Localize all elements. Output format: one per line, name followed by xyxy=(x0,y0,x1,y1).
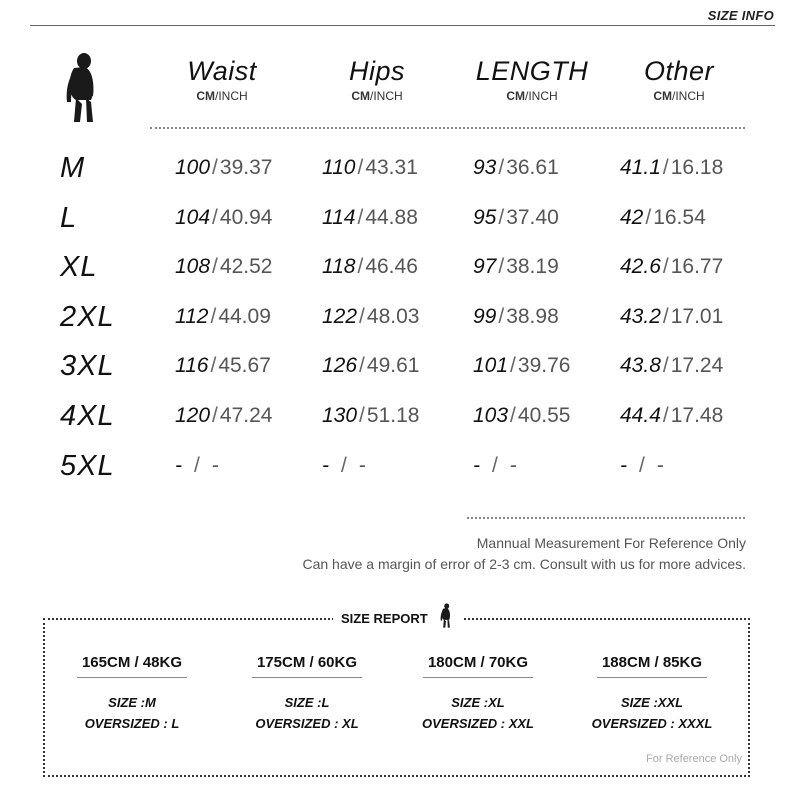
table-row xyxy=(0,202,800,242)
table-row xyxy=(0,152,800,192)
hips-cell: 126/49.61 xyxy=(322,354,420,377)
waist-cell: 104/40.94 xyxy=(175,206,273,229)
table-row xyxy=(0,400,800,440)
other-cell: 41.1/16.18 xyxy=(620,156,724,179)
table-row xyxy=(0,251,800,291)
entry-underline xyxy=(77,677,187,678)
report-entry xyxy=(47,654,217,734)
table-row xyxy=(0,350,800,390)
column-header-hips xyxy=(302,56,452,103)
column-title: Other xyxy=(643,56,715,86)
recommended-size: SIZE :M xyxy=(108,695,156,710)
hips-cell: 122/48.03 xyxy=(322,305,420,328)
other-cell: 44.4/17.48 xyxy=(620,404,724,427)
size-label: 3XL xyxy=(60,350,115,382)
column-unit: CM/INCH xyxy=(506,89,558,103)
entry-underline xyxy=(252,677,362,678)
length-cell: 99/38.98 xyxy=(473,305,559,328)
other-cell: - / - xyxy=(620,454,664,477)
column-title: Hips xyxy=(348,56,405,86)
hips-cell: 114/44.88 xyxy=(322,206,418,229)
hips-cell: - / - xyxy=(322,454,366,477)
other-cell: 42.6/16.77 xyxy=(620,255,724,278)
hips-cell: 130/51.18 xyxy=(322,404,420,427)
other-cell: 43.2/17.01 xyxy=(620,305,724,328)
report-entry xyxy=(393,654,563,734)
column-unit: CM/INCH xyxy=(653,89,705,103)
size-label: L xyxy=(60,202,78,234)
column-header-other xyxy=(604,56,754,103)
ape-figure-icon xyxy=(437,603,455,629)
entry-underline xyxy=(423,677,533,678)
hips-cell: 110/43.31 xyxy=(322,156,418,179)
length-cell: 95/37.40 xyxy=(473,206,559,229)
column-title: LENGTH xyxy=(475,56,589,86)
recommended-size: SIZE :XXL xyxy=(620,695,684,710)
waist-cell: 116/45.67 xyxy=(175,354,271,377)
hips-cell: 118/46.46 xyxy=(322,255,418,278)
size-label: 4XL xyxy=(60,400,115,432)
waist-cell: 120/47.24 xyxy=(175,404,273,427)
recommended-size: SIZE :XL xyxy=(451,695,505,710)
oversized-size: OVERSIZED : XL xyxy=(255,716,359,731)
report-entry xyxy=(222,654,392,734)
margin-note: Can have a margin of error of 2-3 cm. Consult with us for more advices. xyxy=(302,556,746,572)
column-unit: CM/INCH xyxy=(351,89,403,103)
size-report-label: SIZE REPORT xyxy=(341,611,428,626)
oversized-size: OVERSIZED : XXXL xyxy=(591,716,713,731)
column-title: Waist xyxy=(187,56,257,86)
height-weight: 180CM / 70KG xyxy=(427,654,529,671)
size-label: M xyxy=(60,152,86,184)
length-cell: 93/36.61 xyxy=(473,156,559,179)
size-label: 5XL xyxy=(60,450,115,482)
size-label: 2XL xyxy=(60,301,115,333)
reference-footnote: For Reference Only xyxy=(646,753,742,765)
length-cell: - / - xyxy=(473,454,517,477)
column-unit: CM/INCH xyxy=(196,89,248,103)
waist-cell: - / - xyxy=(175,454,219,477)
ape-figure-icon xyxy=(60,52,104,126)
oversized-size: OVERSIZED : L xyxy=(84,716,180,731)
top-rule xyxy=(30,25,775,26)
column-header-waist xyxy=(147,56,297,103)
column-header-length xyxy=(457,56,607,103)
waist-cell: 112/44.09 xyxy=(175,305,271,328)
header-divider xyxy=(150,127,745,129)
size-report-title xyxy=(333,603,463,633)
waist-cell: 108/42.52 xyxy=(175,255,273,278)
oversized-size: OVERSIZED : XXL xyxy=(422,716,534,731)
table-row xyxy=(0,450,800,490)
waist-cell: 100/39.37 xyxy=(175,156,273,179)
length-cell: 103/40.55 xyxy=(473,404,571,427)
length-cell: 101/39.76 xyxy=(473,354,571,377)
size-info-label: SIZE INFO xyxy=(707,8,774,23)
entry-underline xyxy=(597,677,707,678)
height-weight: 188CM / 85KG xyxy=(601,654,703,671)
other-cell: 42/16.54 xyxy=(620,206,706,229)
notes-divider xyxy=(467,517,745,519)
size-label: XL xyxy=(60,251,98,283)
height-weight: 175CM / 60KG xyxy=(256,654,358,671)
height-weight: 165CM / 48KG xyxy=(81,654,183,671)
other-cell: 43.8/17.24 xyxy=(620,354,724,377)
length-cell: 97/38.19 xyxy=(473,255,559,278)
recommended-size: SIZE :L xyxy=(284,695,330,710)
measurement-note: Mannual Measurement For Reference Only xyxy=(476,535,746,551)
table-row xyxy=(0,301,800,341)
report-entry xyxy=(567,654,737,734)
